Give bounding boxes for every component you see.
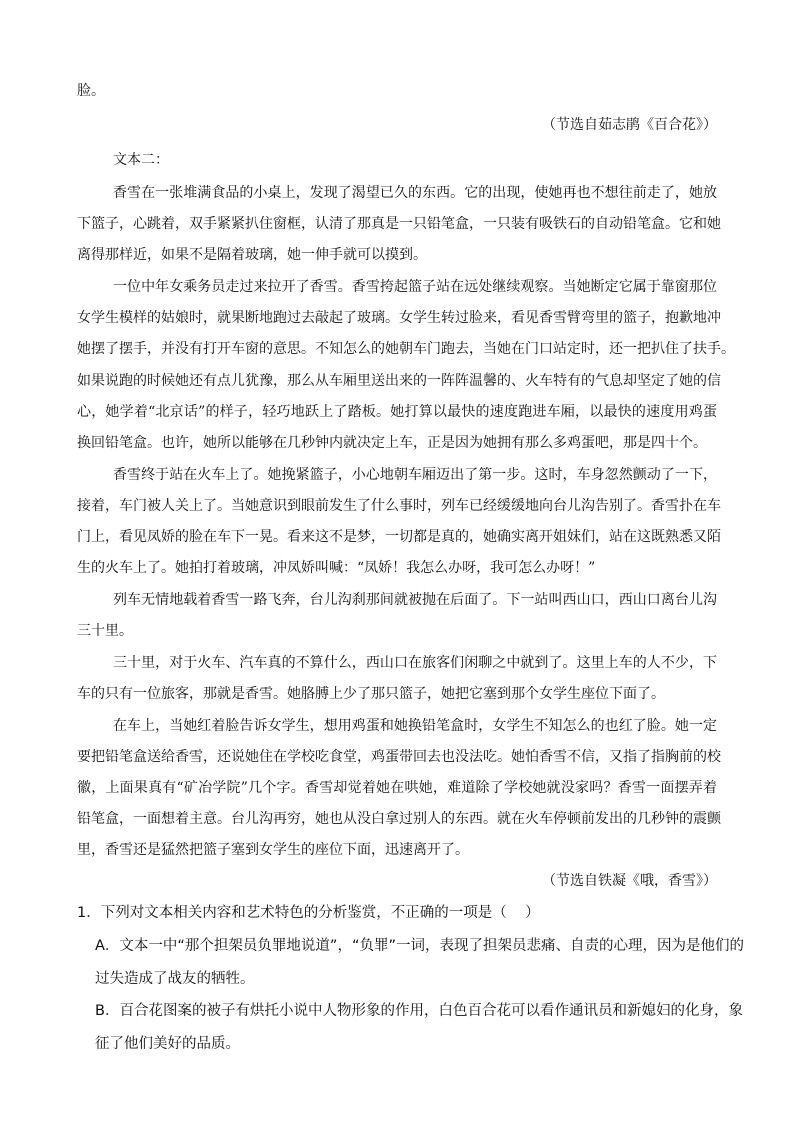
paragraph-line: 门上，看见凤娇的脸在车下一晃。看来这不是梦，一切都是真的，她确实离开姐妹们，站在这既熟悉又陌	[77, 529, 721, 545]
option-b-line: B．百合花图案的被子有烘托小说中人物形象的作用，白色百合花可以看作通讯员和新媳妇的化身，象	[95, 1003, 743, 1019]
option-b-line: 征了他们美好的品质。	[95, 1036, 240, 1052]
paragraph-line: 徽，上面果真有“矿冶学院”几个字。香雪却觉着她在哄她，难道除了学校她就没家吗？香雪一面摆弄着	[77, 780, 717, 796]
paragraph-line: 三十里，对于火车、汽车真的不算什么，西山口在旅客们闲聊之中就到了。这里上车的人不少，下	[113, 655, 717, 671]
question-stem: 1．下列对文本相关内容和艺术特色的分析鉴赏，不正确的一项是（ ）	[77, 905, 540, 921]
paragraph-line: 离得那样近，如果不是隔着玻璃，她一伸手就可以摸到。	[77, 247, 427, 263]
paragraph-line: 下篮子，心跳着，双手紧紧扒住窗框，认清了那真是一只铅笔盒，一只装有吸铁石的自动铅笔盒。它和她	[77, 216, 721, 232]
paragraph-line: 铅笔盒，一面想着主意。台儿沟再穷，她也从没白拿过别人的东西。就在火车停顿前发出的几秒钟的震颤	[77, 811, 721, 827]
text2-heading: 文本二：	[113, 152, 169, 168]
option-a-line: A．文本一中“那个担架员负罪地说道”，“负罪”一词，表现了担架员悲痛、自责的心理，因为是他们的	[95, 938, 744, 954]
text1-tail: 脸。	[77, 83, 105, 99]
paragraph-line: 要把铅笔盒送给香雪，还说她住在学校吃食堂，鸡蛋带回去也没法吃。她怕香雪不信，又指了指胸前的校	[77, 749, 721, 765]
paragraph-line: 心，她学着“北京话”的样子，轻巧地跃上了踏板。她打算以最快的速度跑进车厢，以最快的速度用鸡蛋	[77, 404, 717, 420]
source-citation-2: （节选自铁凝《哦，香雪》）	[542, 873, 717, 889]
paragraph-line: 女学生模样的姑娘时，就果断地跑过去敲起了玻璃。女学生转过脸来，看见香雪臂弯里的篮子，抱歉地冲	[77, 310, 721, 326]
paragraph-line: 香雪在一张堆满食品的小桌上，发现了渴望已久的东西。它的出现，使她再也不想往前走了，她放	[113, 185, 717, 201]
paragraph-line: 在车上，当她红着脸告诉女学生，想用鸡蛋和她换铅笔盒时，女学生不知怎么的也红了脸。她一定	[113, 718, 717, 734]
paragraph-line: 里，香雪还是猛然把篮子塞到女学生的座位下面，迅速离开了。	[77, 842, 469, 858]
paragraph-line: 一位中年女乘务员走过来拉开了香雪。香雪挎起篮子站在远处继续观察。当她断定它属于靠窗那位	[113, 279, 717, 295]
source-citation-1: （节选自茹志鹃《百合花》）	[542, 117, 717, 133]
paragraph-line: 香雪终于站在火车上了。她挽紧篮子，小心地朝车厢迈出了第一步。这时，车身忽然颤动了一下，	[113, 467, 717, 483]
paragraph-line: 生的火车上了。她拍打着玻璃，冲凤娇叫喊：“凤娇！我怎么办呀，我可怎么办呀！”	[77, 560, 596, 576]
paragraph-line: 如果说跑的时候她还有点儿犹豫，那么从车厢里送出来的一阵阵温馨的、火车特有的气息却坚定了她的信	[77, 373, 721, 389]
paragraph-line: 列车无情地载着香雪一路飞奔，台儿沟刹那间就被抛在后面了。下一站叫西山口，西山口离台儿沟	[113, 592, 717, 608]
paragraph-line: 换回铅笔盒。也许，她所以能够在几秒钟内就决定上车，正是因为她拥有那么多鸡蛋吧，那是四十个。	[77, 435, 707, 451]
option-a-line: 过失造成了战友的牺牲。	[95, 971, 255, 987]
paragraph-line: 三十里。	[77, 623, 133, 639]
paragraph-line: 她摆了摆手，并没有打开车窗的意思。不知怎么的她朝车门跑去，当她在门口站定时，还一把扒住了扶手。	[77, 341, 735, 357]
paragraph-line: 接着，车门被人关上了。当她意识到眼前发生了什么事时，列车已经缓缓地向台儿沟告别了。香雪扑在车	[77, 498, 721, 514]
paragraph-line: 车的只有一位旅客，那就是香雪。她胳膊上少了那只篮子，她把它塞到那个女学生座位下面了。	[77, 686, 665, 702]
